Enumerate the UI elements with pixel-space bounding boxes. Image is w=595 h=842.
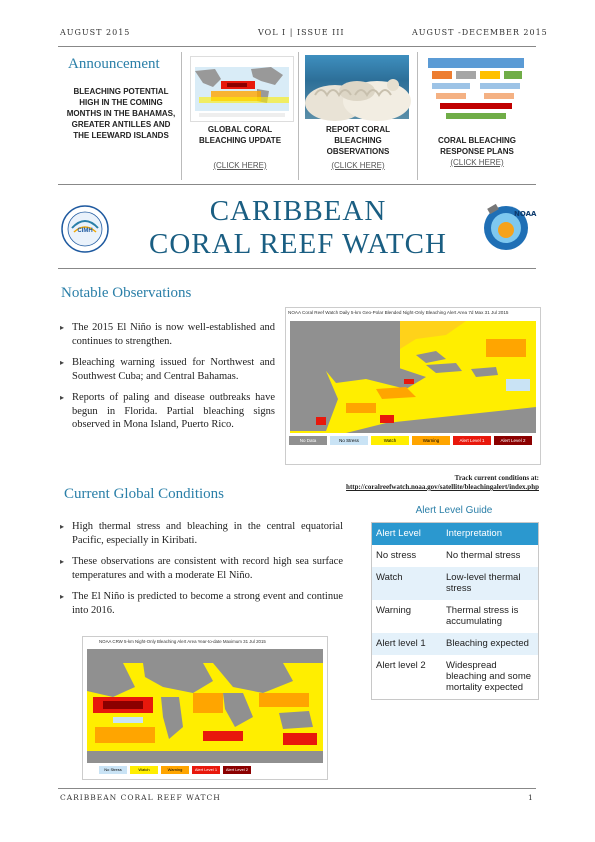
- feature-title-response: CORAL BLEACHING RESPONSE PLANS: [437, 136, 517, 156]
- table-header-row: [372, 523, 538, 545]
- divider: [417, 52, 418, 180]
- header-rule: [58, 46, 536, 47]
- header-issue: VOL I | ISSUE III: [258, 28, 345, 37]
- footer-title: CARIBBEAN CORAL REEF WATCH: [60, 793, 221, 802]
- masthead-title: [112, 195, 484, 261]
- alert-guide-title: Alert Level Guide: [415, 505, 493, 516]
- table-cell: Warning: [376, 605, 412, 616]
- divider: [298, 52, 299, 180]
- announcement-text: BLEACHING POTENTIAL HIGH IN THE COMING MONTHS IN THE BAHAMAS, GREATER ANTILLES AND THE LEEWARD ISLANDS: [66, 87, 176, 140]
- global-update-link[interactable]: (CLICK HERE): [213, 161, 267, 170]
- response-link[interactable]: (CLICK HERE): [450, 158, 504, 167]
- global-title: Current Global Conditions: [64, 486, 224, 502]
- section-rule: [58, 184, 536, 185]
- table-cell: Alert level 1: [372, 633, 442, 655]
- table-header-cell: Interpretation: [442, 523, 538, 545]
- legend-item: Alert Level 1: [453, 436, 491, 445]
- global-list: [60, 520, 343, 625]
- table-cell: Alert level 2: [376, 660, 426, 671]
- table-cell: No stress: [376, 550, 417, 561]
- page-number: 1: [528, 793, 533, 802]
- legend-item: Alert Level 1: [192, 766, 220, 774]
- global-update-thumbnail[interactable]: [190, 56, 294, 122]
- global-map-legend: [83, 765, 327, 775]
- footer-rule: [58, 788, 536, 789]
- table-row: [372, 545, 538, 567]
- header-date: AUGUST 2015: [60, 28, 131, 37]
- table-cell: Watch: [372, 567, 442, 600]
- legend-item: No Stress: [99, 766, 127, 774]
- table-cell: Low-level thermal stress: [442, 567, 538, 600]
- legend-item: Watch: [130, 766, 158, 774]
- global-alert-map: [82, 636, 328, 780]
- legend-item: No Data: [289, 436, 327, 445]
- table-row: [372, 600, 538, 633]
- legend-item: Alert Level 2: [223, 766, 251, 774]
- notable-title: Notable Observations: [61, 285, 192, 301]
- announcement-title: Announcement: [68, 56, 160, 72]
- notable-list: [60, 321, 275, 440]
- alert-guide-table: [371, 522, 539, 700]
- cimh-logo: [60, 204, 110, 254]
- legend-item: No Stress: [330, 436, 368, 445]
- list-item: ▸ High thermal stress and bleaching in the central equatorial Pacific, especially in Kiribati.: [60, 521, 343, 546]
- table-row: [372, 633, 538, 655]
- table-row: [372, 655, 538, 699]
- caribbean-map-legend: [286, 435, 540, 446]
- legend-item: Warning: [161, 766, 189, 774]
- caribbean-map-title: NOAA Coral Reef Watch Daily 5-km Geo-Polar Blended Night-Only Bleaching Alert Area 7d Max 31 Jul 2015: [288, 310, 509, 315]
- noaa-crw-logo: [478, 200, 537, 256]
- caribbean-alert-map: [285, 307, 541, 465]
- list-item: ▸ Reports of paling and disease outbreaks have begun in Florida. Partial bleaching signs observed in Mona Island, Puerto Rico.: [60, 392, 275, 430]
- table-cell: No thermal stress: [446, 550, 521, 561]
- table-row: [372, 567, 538, 600]
- list-item: ▸ These observations are consistent with record high sea surface temperatures and with a moderate El Niño.: [60, 556, 343, 581]
- masthead-rule: [58, 268, 536, 269]
- legend-item: Warning: [412, 436, 450, 445]
- divider: [181, 52, 182, 180]
- legend-item: Alert Level 2: [494, 436, 532, 445]
- list-item: ▸ The 2015 El Niño is now well-established and continues to strengthen.: [60, 322, 275, 347]
- cimh-logo-text: CIMH: [77, 228, 93, 234]
- caribbean-map-caption: Track current conditions at: http://coralreefwatch.noaa.gov/satellite/bleachingalert/index.php: [346, 474, 539, 491]
- table-header-cell: Alert Level: [372, 523, 442, 545]
- noaa-logo-text: NOAA: [514, 210, 537, 218]
- bleaching-alert-link[interactable]: http://coralreefwatch.noaa.gov/satellite/bleachingalert/index.php: [346, 483, 539, 491]
- response-plan-thumbnail[interactable]: [426, 56, 526, 122]
- global-map-title: NOAA CRW 5-km Night-Only Bleaching Alert Area Year-to-date Maximum 31 Jul 2015: [99, 639, 266, 644]
- table-cell: Bleaching expected: [442, 633, 538, 655]
- list-item: ▸ The El Niño is predicted to become a strong event and continue into 2016.: [60, 591, 343, 616]
- masthead-line2: CORAL REEF WATCH: [149, 228, 447, 260]
- report-link[interactable]: (CLICK HERE): [331, 161, 385, 170]
- list-item: ▸ Bleaching warning issued for Northwest and Southwest Cuba; and Central Bahamas.: [60, 357, 275, 382]
- feature-title-report: REPORT CORAL BLEACHING OBSERVATIONS: [326, 125, 390, 156]
- legend-item: Watch: [371, 436, 409, 445]
- masthead-line1: CARIBBEAN: [209, 195, 387, 227]
- coral-photo-thumbnail[interactable]: [305, 55, 409, 119]
- table-cell: Thermal stress is accumulating: [446, 605, 519, 627]
- table-cell: Widespread bleaching and some mortality expected: [446, 660, 532, 693]
- feature-title-global-update: GLOBAL CORAL BLEACHING UPDATE: [198, 125, 282, 145]
- header-range: AUGUST -DECEMBER 2015: [412, 28, 548, 37]
